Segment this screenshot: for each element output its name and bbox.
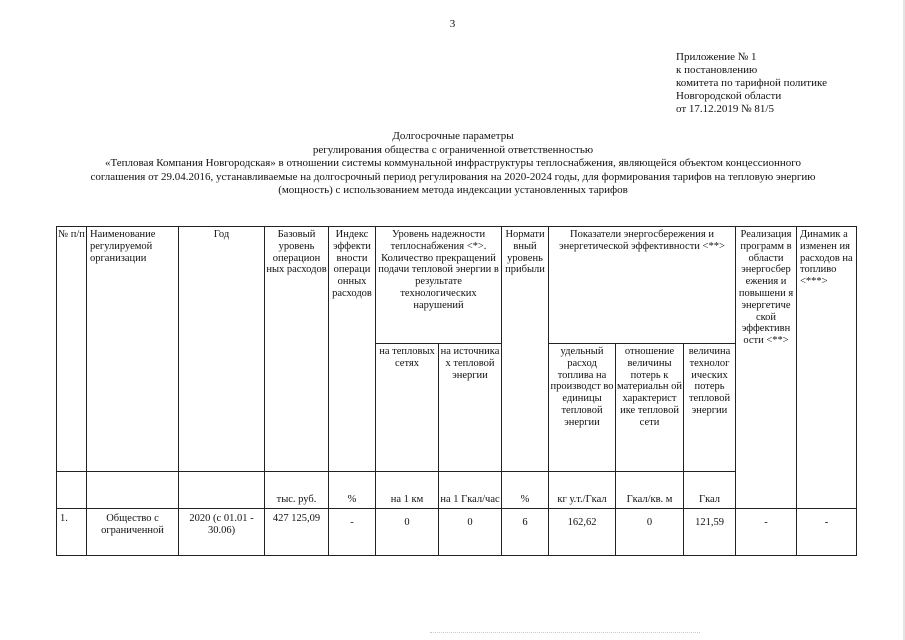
cell-profit: 6 xyxy=(502,509,549,556)
header-index: Индекс эффекти вности операци онных расходов xyxy=(329,227,376,472)
title-line: соглашения от 29.04.2016, устанавливаемые на долгосрочный период регулирования на 2020-2024 годы, для формирования тарифов на тепловую энергию xyxy=(90,170,816,183)
cell-base-level: 427 125,09 xyxy=(265,509,329,556)
cell-program: - xyxy=(736,509,797,556)
unit-loss-ratio: Гкал/кв. м xyxy=(616,472,684,509)
header-row xyxy=(57,227,857,344)
unit-cell xyxy=(179,472,265,509)
unit-cell xyxy=(87,472,179,509)
header-year: Год xyxy=(179,227,265,472)
unit-loss-value: Гкал xyxy=(684,472,736,509)
unit-index: % xyxy=(329,472,376,509)
cell-loss-value: 121,59 xyxy=(684,509,736,556)
document-title xyxy=(40,130,866,198)
parameters-table xyxy=(56,226,857,556)
cell-loss-ratio: 0 xyxy=(616,509,684,556)
table-row xyxy=(57,509,857,556)
subheader-networks: на тепловых сетях xyxy=(376,344,439,472)
title-line: Долгосрочные параметры xyxy=(392,130,514,142)
cell-networks: 0 xyxy=(376,509,439,556)
header-org-name: Наименование регулируемой организации xyxy=(87,227,179,472)
cell-sources: 0 xyxy=(439,509,502,556)
cell-specific-fuel: 162,62 xyxy=(549,509,616,556)
subheader-specific-fuel: удельный расход топлива на производст во единицы тепловой энергии xyxy=(549,344,616,472)
subheader-loss-ratio: отношение величины потерь к материальн ой характерист ике тепловой сети xyxy=(616,344,684,472)
cell-org-name: Общество с ограниченной xyxy=(87,509,179,556)
cell-year: 2020 (с 01.01 - 30.06) xyxy=(179,509,265,556)
unit-base-level: тыс. руб. xyxy=(265,472,329,509)
unit-specific-fuel: кг у.т./Гкал xyxy=(549,472,616,509)
header-reliability: Уровень надежности теплоснабжения <*>. Количество прекращений подачи тепловой энергии в результате технологических нарушений xyxy=(376,227,502,344)
header-base-level: Базовый уровень операцион ных расходов xyxy=(265,227,329,472)
title-line: регулирования общества с ограниченной ответственностью xyxy=(312,143,594,156)
header-fuel: Динамик а изменен ия расходов на топливо <***> xyxy=(797,227,857,509)
scan-artifact xyxy=(430,632,700,634)
unit-profit: % xyxy=(502,472,549,509)
cell-num: 1. xyxy=(57,509,87,556)
header-program: Реализация программ в области энергосбер ежения и повышени я энергетиче ской эффективн ости <**> xyxy=(736,227,797,509)
unit-sources: на 1 Гкал/час xyxy=(439,472,502,509)
unit-cell xyxy=(57,472,87,509)
subheader-sources: на источника х тепловой энергии xyxy=(439,344,502,472)
title-line: «Тепловая Компания Новгородская» в отношении системы коммунальной инфраструктуры теплоснабжения, являющейся объектом концессионного xyxy=(104,157,802,169)
appendix-line: от 17.12.2019 № 81/5 xyxy=(676,103,774,115)
subheader-loss-value: величина технолог ических потерь тепловой энергии xyxy=(684,344,736,472)
appendix-line: Приложение № 1 xyxy=(676,51,757,63)
unit-networks: на 1 км xyxy=(376,472,439,509)
appendix-block xyxy=(676,51,827,116)
cell-index: - xyxy=(329,509,376,556)
appendix-line: Новгородской области xyxy=(676,90,782,102)
header-profit: Нормати вный уровень прибыли xyxy=(502,227,549,472)
header-num: № п/п xyxy=(57,227,87,472)
page-number: 3 xyxy=(449,18,456,30)
header-energy: Показатели энергосбережения и энергетической эффективности <**> xyxy=(549,227,736,344)
appendix-line: к постановлению xyxy=(676,64,758,76)
title-line: (мощность) с использованием метода индексации установленных тарифов xyxy=(278,184,628,196)
cell-fuel: - xyxy=(797,509,857,556)
appendix-line: комитета по тарифной политике xyxy=(676,77,827,89)
